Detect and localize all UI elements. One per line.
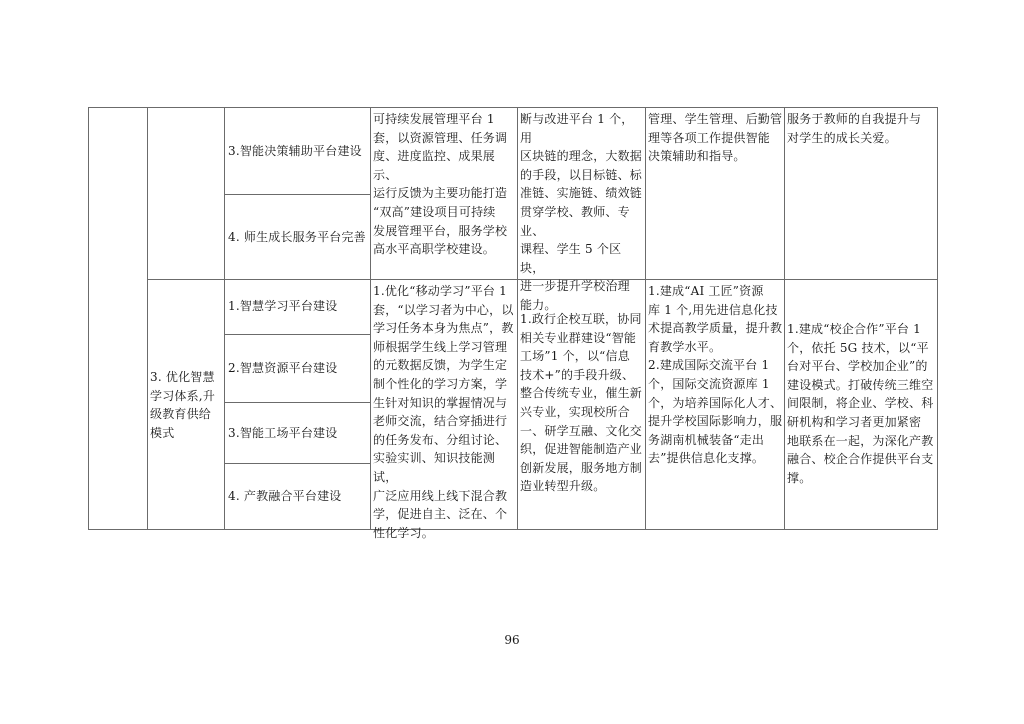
table-top-border <box>88 107 938 108</box>
table-cell-description: 可持续发展管理平台 1 套，以资源管理、任务调 度、进度监控、成果展示、 运行反馈为主要功能打造 “双高”建设项目可持续 发展管理平台，服务学校 高水平高职学校建设。 <box>373 112 508 257</box>
item-divider <box>224 463 370 464</box>
table-cell-item: 3.智能决策辅助平台建设 <box>228 144 362 158</box>
table-cell-category: 3. 优化智慧 学习体系,升 级教育供给 模式 <box>150 370 216 440</box>
table-bottom-border <box>88 529 938 530</box>
page-number: 96 <box>504 633 520 647</box>
item-divider <box>224 194 370 195</box>
table-cell-description: 1.建成“校企合作”平台 1 个，依托 5G 技术，以“平 台对平台、学校加企业”的 建设模式。打破传统三维空 间限制，将企业、学校、科 研机构和学习者更加紧密 地联系在一起，为深化产教 融合、校企合作提供平台支 撑。 <box>787 322 934 485</box>
table-cell-description: 断与改进平台 1 个，用 区块链的理念，大数据 的手段，以目标链、标 准链、实施链、绩效链 贯穿学校、教师、专业、 课程、学生 5 个区块， 进一步提升学校治理 能力。 <box>520 112 643 312</box>
table-cell-description: 服务于教师的自我提升与 对学生的成长关爱。 <box>787 112 922 145</box>
table-cell-item: 3.智能工场平台建设 <box>228 426 338 440</box>
col-border <box>370 107 371 530</box>
item-divider <box>224 402 370 403</box>
table-cell-item: 2.智慧资源平台建设 <box>228 361 338 375</box>
table-cell-description: 1.政行企校互联，协同 相关专业群建设“智能 工场”1 个，以“信息 技术+”的手段升级、 整合传统专业，催生新 兴专业，实现校所合 一、研学互融、文化交 织，促进智能制造产业 创新发展，服务地方制 造业转型升级。 <box>520 312 643 494</box>
table-cell-description: 1.建成“AI 工匠”资源 库 1 个,用先进信息化技 术提高教学质量，提升教 育教学水平。 2.建成国际交流平台 1 个，国际交流资源库 1 个，为培养国际化人才、 提升学校国际影响力，服 务湖南机械装备“走出 去”提供信息化支撑。 <box>648 284 783 466</box>
col-border <box>88 107 89 530</box>
col-border <box>224 107 225 530</box>
item-divider <box>224 334 370 335</box>
table-cell-item: 4. 产教融合平台建设 <box>228 489 342 503</box>
table-cell-description: 管理、学生管理、后勤管 理等各项工作提供智能 决策辅助和指导。 <box>648 112 783 164</box>
table-cell-item: 4. 师生成长服务平台完善 <box>228 230 366 244</box>
col-border <box>645 107 646 530</box>
col-border <box>517 107 518 530</box>
col-border <box>147 107 148 530</box>
table-cell-description: 1.优化“移动学习”平台 1 套，“以学习者为中心，以 学习任务本身为焦点”，教 师根据学生线上学习管理 的元数据反馈，为学生定 制个性化的学习方案，学 生针对知识的掌握情况与 老师交流，结合穿插进行 的任务发布、分组讨论、 实验实训、知识技能测试， 广泛应用线上线下混合教 学，促进自主、泛在、个 性化学习。 <box>373 284 514 540</box>
col-border <box>937 107 938 530</box>
table-cell-item: 1.智慧学习平台建设 <box>228 299 338 313</box>
col-border <box>784 107 785 530</box>
